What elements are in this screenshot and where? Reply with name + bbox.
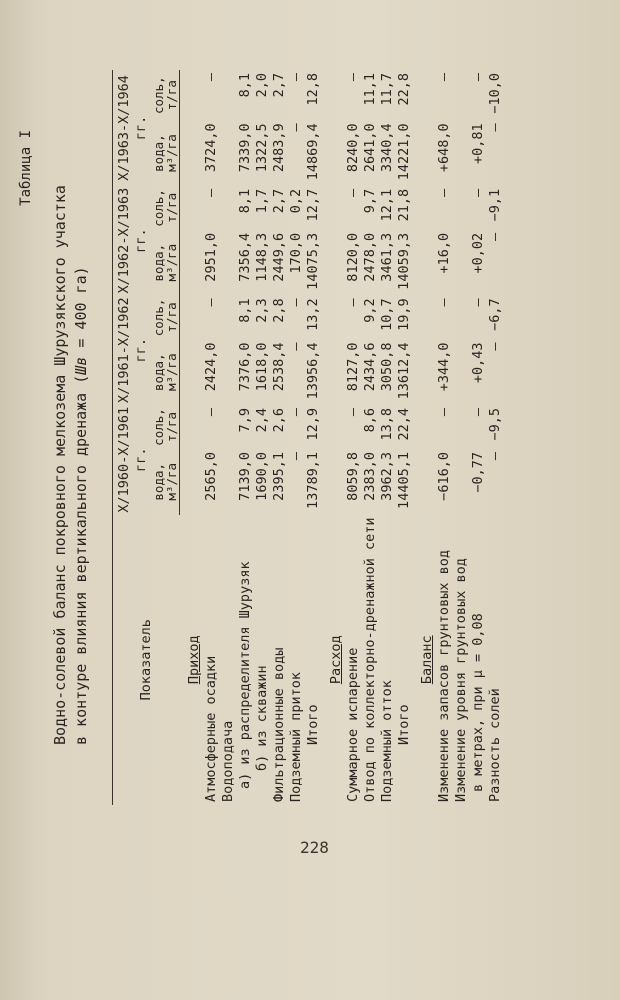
row-label-line-2: в метрах, при μ = 0,08 xyxy=(469,613,486,792)
cell-water xyxy=(220,230,237,295)
header-period-3: X/1962-X/1963 гг. xyxy=(113,186,152,296)
cell-salt: 22,4 xyxy=(395,407,412,441)
cell-salt xyxy=(220,186,237,230)
cell-salt xyxy=(220,70,237,120)
cell-salt: — xyxy=(287,407,304,417)
table-row xyxy=(362,70,379,805)
cell-water: — xyxy=(486,342,503,351)
cell-salt: 21,8 xyxy=(395,188,412,222)
cell-salt: 0,2 xyxy=(287,188,304,214)
cell-water: 14075,3 xyxy=(304,232,321,290)
cell-water xyxy=(220,339,237,404)
cell-water: 8120,0 xyxy=(344,232,361,282)
cell-water: 3461,3 xyxy=(378,232,395,282)
cell-salt: −10,0 xyxy=(486,73,503,114)
cell-water: — xyxy=(287,452,304,461)
cell-water: 2538,4 xyxy=(270,342,287,392)
cell-water: 8240,0 xyxy=(344,123,361,173)
section-outflow: Расход xyxy=(327,635,344,685)
cell-water: 2483,9 xyxy=(270,123,287,173)
cell-water: 8127,0 xyxy=(344,342,361,392)
table-row xyxy=(220,70,237,805)
title-line-2 xyxy=(71,55,92,745)
cell-salt: — xyxy=(435,407,452,417)
cell-salt: 13,8 xyxy=(378,407,395,441)
cell-salt: 11,7 xyxy=(378,73,395,106)
cell-salt: 2,7 xyxy=(270,73,287,98)
header-period-4: X/1963-X/1964 гг. xyxy=(113,70,152,186)
header-salt: соль, т/га xyxy=(151,70,180,120)
cell-salt xyxy=(220,295,237,339)
table-row xyxy=(436,70,453,805)
cell-salt: — xyxy=(469,73,486,82)
cell-water: 13956,4 xyxy=(304,342,321,400)
section-row xyxy=(180,70,203,805)
cell-water: 2383,0 xyxy=(361,452,378,501)
cell-salt: — xyxy=(344,73,361,82)
row-label: Суммарное испарение xyxy=(344,647,361,802)
cell-salt: — xyxy=(202,73,219,82)
row-label xyxy=(453,515,487,805)
cell-salt: — xyxy=(435,298,452,307)
row-label: Атмосферные осадки xyxy=(202,655,219,802)
cell-salt: 2,7 xyxy=(270,188,287,214)
cell-salt: −9,5 xyxy=(486,407,503,441)
cell-salt: 8,6 xyxy=(361,407,378,433)
cell-salt: — xyxy=(344,188,361,197)
cell-salt: 2,0 xyxy=(253,73,270,98)
row-label: Изменение запасов грунтовых вод xyxy=(435,550,452,802)
cell-water: 2641,0 xyxy=(361,123,378,173)
cell-salt: 1,7 xyxy=(253,188,270,214)
table-row xyxy=(203,70,220,805)
cell-salt: 12,8 xyxy=(304,73,321,106)
header-water: вода, м³/га xyxy=(151,120,180,185)
row-label: Отвод по коллекторно-дренажной сети xyxy=(361,517,378,802)
table-row xyxy=(487,70,504,805)
section-balance: Баланс xyxy=(418,635,435,685)
title-line-1: Водно-солевой баланс покровного мелкозема Шурузякского участка xyxy=(51,185,69,745)
title-line-2-prefix: в контуре влияния вертикального дренажа ( xyxy=(72,374,90,745)
cell-salt: — xyxy=(202,298,219,307)
row-label: Итого xyxy=(395,704,412,745)
header-salt: соль, т/га xyxy=(151,186,180,230)
cell-water: 1322,5 xyxy=(253,123,270,173)
cell-water: 3050,8 xyxy=(378,342,395,392)
cell-water: — xyxy=(486,123,503,132)
cell-salt: 8,1 xyxy=(236,298,253,323)
table-row xyxy=(288,70,305,805)
cell-water: 2478,0 xyxy=(361,232,378,282)
row-label: Подземный приток xyxy=(287,671,304,802)
header-salt: соль, т/га xyxy=(151,295,180,339)
row-label: а) из распределителя Шурузяк xyxy=(236,561,253,789)
cell-water: 2449,6 xyxy=(270,232,287,282)
row-label-line-1: Изменение уровня грунтовых вод xyxy=(452,558,469,802)
cell-salt: 9,7 xyxy=(361,188,378,214)
cell-water: 2565,0 xyxy=(202,452,219,501)
table-row xyxy=(453,70,487,805)
cell-water: 2434,6 xyxy=(361,342,378,392)
header-period-1: X/1960-X/1961 гг. xyxy=(113,405,152,515)
cell-salt: — xyxy=(344,298,361,307)
cell-salt: 2,4 xyxy=(253,407,270,433)
cell-water: — xyxy=(287,123,304,132)
cell-water xyxy=(220,449,237,514)
row-label: Водоподача xyxy=(219,720,236,802)
cell-salt: −6,7 xyxy=(486,298,503,331)
cell-water: +0,81 xyxy=(469,123,486,164)
table-row xyxy=(271,70,288,805)
cell-water: +16,0 xyxy=(435,232,452,274)
header-salt: соль, т/га xyxy=(151,405,180,449)
header-water: вода, м³/га xyxy=(151,339,180,404)
cell-water: 1690,0 xyxy=(253,452,270,501)
cell-water: +0,02 xyxy=(469,232,486,274)
cell-salt: 9,2 xyxy=(361,298,378,323)
cell-salt: — xyxy=(469,298,486,307)
section-row xyxy=(322,70,345,805)
table-row xyxy=(396,70,413,805)
header-water: вода, м³/га xyxy=(151,449,180,514)
cell-salt: 11,1 xyxy=(361,73,378,106)
row-label: Подземный отток xyxy=(378,680,395,802)
title-line-2-suffix: = 400 га) xyxy=(72,266,90,357)
cell-water: — xyxy=(486,452,503,461)
cell-water: 8059,8 xyxy=(344,452,361,501)
cell-water: +344,0 xyxy=(435,342,452,392)
cell-water: 170,0 xyxy=(287,232,304,274)
cell-water: 1618,0 xyxy=(253,342,270,392)
cell-water: 13789,1 xyxy=(304,452,321,509)
cell-salt: 13,2 xyxy=(304,298,321,331)
cell-water: 3340,4 xyxy=(378,123,395,173)
cell-salt: 8,1 xyxy=(236,73,253,98)
cell-salt: 2,3 xyxy=(253,298,270,323)
header-water: вода, м³/га xyxy=(151,230,180,295)
cell-salt: 19,9 xyxy=(395,298,412,331)
section-row xyxy=(413,70,436,805)
cell-water: +648,0 xyxy=(435,123,452,173)
table-row xyxy=(254,70,271,805)
cell-salt: 10,7 xyxy=(378,298,395,331)
cell-water: −616,0 xyxy=(435,452,452,501)
table-row xyxy=(237,70,254,805)
cell-salt: 2,8 xyxy=(270,298,287,323)
cell-water: 2951,0 xyxy=(202,232,219,282)
cell-water: — xyxy=(287,342,304,351)
cell-salt: — xyxy=(202,188,219,197)
cell-water: 3962,3 xyxy=(378,452,395,501)
cell-salt: — xyxy=(287,298,304,307)
cell-water: 1148,3 xyxy=(253,232,270,282)
cell-salt: — xyxy=(469,188,486,197)
header-period-2: X/1961-X/1962 гг. xyxy=(113,295,152,405)
cell-salt: 12,9 xyxy=(304,407,321,441)
cell-water: 2395,1 xyxy=(270,452,287,501)
table-row xyxy=(305,70,322,805)
cell-water: 7376,0 xyxy=(236,342,253,392)
cell-water: 2424,0 xyxy=(202,342,219,392)
cell-salt: 22,8 xyxy=(395,73,412,106)
cell-water: 14869,4 xyxy=(304,123,321,181)
cell-salt: −9,1 xyxy=(486,188,503,222)
cell-salt: 12,7 xyxy=(304,188,321,222)
cell-water: 3724,0 xyxy=(202,123,219,173)
table-row xyxy=(345,70,362,805)
page-number: 228 xyxy=(300,838,329,857)
cell-salt: — xyxy=(435,73,452,82)
table-row xyxy=(379,70,396,805)
section-income: Приход xyxy=(185,635,202,685)
cell-water: 14405,1 xyxy=(395,452,412,509)
cell-water: 7139,0 xyxy=(236,452,253,501)
title-unit: Шв xyxy=(72,356,90,375)
cell-water xyxy=(220,120,237,185)
row-label: Разность солей xyxy=(486,688,503,802)
cell-salt: — xyxy=(344,407,361,417)
cell-salt: 2,6 xyxy=(270,407,287,433)
cell-salt: 8,1 xyxy=(236,188,253,214)
cell-water: 13612,4 xyxy=(395,342,412,400)
row-label: Фильтрационные воды xyxy=(270,647,287,802)
cell-salt: — xyxy=(469,407,486,417)
cell-water: 14221,0 xyxy=(395,123,412,181)
cell-water: +0,43 xyxy=(469,342,486,384)
row-label: Итого xyxy=(304,704,321,745)
cell-salt: 12,1 xyxy=(378,188,395,222)
cell-water: −0,77 xyxy=(469,452,486,493)
cell-water: 7339,0 xyxy=(236,123,253,173)
balance-table xyxy=(112,70,504,805)
table-title xyxy=(50,55,92,745)
cell-salt xyxy=(220,405,237,449)
row-label: б) из скважин xyxy=(253,665,270,771)
header-indicator: Показатель xyxy=(113,515,180,805)
cell-salt: — xyxy=(435,188,452,197)
cell-water: 14059,3 xyxy=(395,232,412,290)
cell-salt: — xyxy=(287,73,304,82)
cell-salt: — xyxy=(202,407,219,417)
cell-water: 7356,4 xyxy=(236,232,253,282)
table-label: Таблица I xyxy=(18,130,34,206)
cell-water: — xyxy=(486,232,503,242)
cell-salt: 7,9 xyxy=(236,407,253,433)
